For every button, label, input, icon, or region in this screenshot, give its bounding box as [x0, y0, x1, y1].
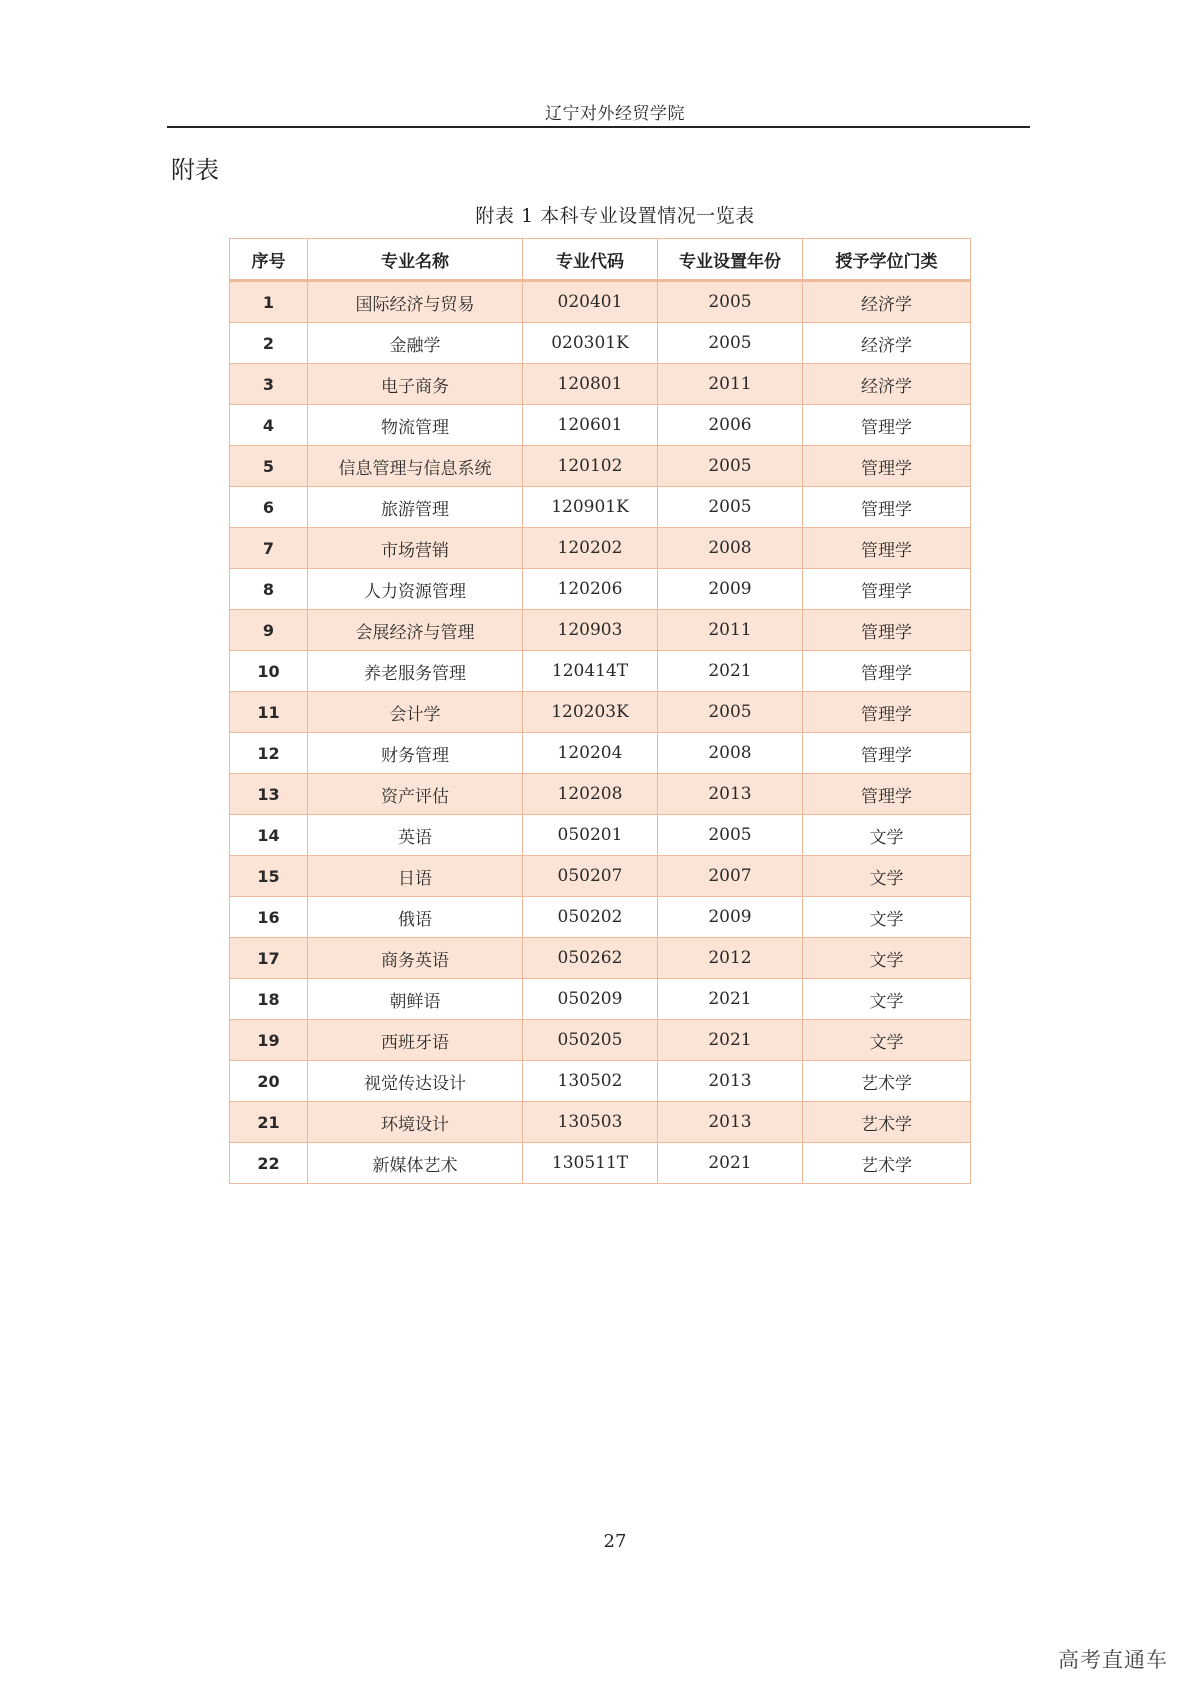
column-header-degree-category: 授予学位门类 — [803, 239, 971, 281]
cell-major-name: 西班牙语 — [308, 1020, 523, 1061]
cell-major-name: 日语 — [308, 856, 523, 897]
cell-index: 3 — [230, 364, 308, 405]
cell-degree-category: 管理学 — [803, 610, 971, 651]
cell-year-established: 2008 — [658, 733, 803, 774]
cell-year-established: 2005 — [658, 487, 803, 528]
cell-degree-category: 管理学 — [803, 569, 971, 610]
cell-major-code: 120208 — [523, 774, 658, 815]
cell-index: 14 — [230, 815, 308, 856]
cell-index: 1 — [230, 281, 308, 323]
watermark: 高考直通车 — [1058, 1648, 1168, 1672]
cell-index: 17 — [230, 938, 308, 979]
cell-year-established: 2013 — [658, 1061, 803, 1102]
cell-degree-category: 文学 — [803, 979, 971, 1020]
cell-major-name: 财务管理 — [308, 733, 523, 774]
running-header: 辽宁对外经贸学院 — [545, 104, 685, 124]
table-row — [230, 1061, 971, 1102]
cell-major-code: 120601 — [523, 405, 658, 446]
table-row — [230, 405, 971, 446]
cell-major-name: 市场营销 — [308, 528, 523, 569]
table-row — [230, 979, 971, 1020]
cell-major-code: 130502 — [523, 1061, 658, 1102]
cell-year-established: 2005 — [658, 281, 803, 323]
cell-degree-category: 艺术学 — [803, 1102, 971, 1143]
cell-degree-category: 文学 — [803, 1020, 971, 1061]
section-title: 附表 — [171, 156, 219, 184]
table-row — [230, 897, 971, 938]
cell-major-name: 养老服务管理 — [308, 651, 523, 692]
cell-degree-category: 文学 — [803, 938, 971, 979]
cell-index: 22 — [230, 1143, 308, 1184]
cell-major-name: 会展经济与管理 — [308, 610, 523, 651]
cell-major-code: 120414T — [523, 651, 658, 692]
cell-major-code: 020301K — [523, 323, 658, 364]
cell-index: 5 — [230, 446, 308, 487]
cell-degree-category: 管理学 — [803, 528, 971, 569]
cell-degree-category: 文学 — [803, 897, 971, 938]
cell-index: 9 — [230, 610, 308, 651]
table-row — [230, 815, 971, 856]
cell-year-established: 2021 — [658, 1020, 803, 1061]
cell-major-name: 信息管理与信息系统 — [308, 446, 523, 487]
cell-degree-category: 管理学 — [803, 692, 971, 733]
table-row — [230, 651, 971, 692]
cell-major-name: 英语 — [308, 815, 523, 856]
cell-degree-category: 管理学 — [803, 446, 971, 487]
cell-degree-category: 管理学 — [803, 651, 971, 692]
cell-degree-category: 文学 — [803, 815, 971, 856]
table-row — [230, 856, 971, 897]
table-row — [230, 1143, 971, 1184]
majors-table — [229, 238, 971, 1184]
cell-index: 20 — [230, 1061, 308, 1102]
page-number: 27 — [603, 1531, 627, 1552]
cell-major-code: 050205 — [523, 1020, 658, 1061]
cell-degree-category: 经济学 — [803, 364, 971, 405]
cell-major-name: 环境设计 — [308, 1102, 523, 1143]
table-row — [230, 364, 971, 405]
table-row — [230, 281, 971, 323]
cell-year-established: 2009 — [658, 569, 803, 610]
cell-major-name: 金融学 — [308, 323, 523, 364]
cell-major-code: 050201 — [523, 815, 658, 856]
column-header-major-name: 专业名称 — [308, 239, 523, 281]
cell-index: 10 — [230, 651, 308, 692]
cell-major-name: 国际经济与贸易 — [308, 281, 523, 323]
table-row — [230, 528, 971, 569]
cell-major-name: 资产评估 — [308, 774, 523, 815]
cell-degree-category: 文学 — [803, 856, 971, 897]
column-header-year-established: 专业设置年份 — [658, 239, 803, 281]
cell-degree-category: 管理学 — [803, 774, 971, 815]
cell-major-code: 120202 — [523, 528, 658, 569]
column-header-index: 序号 — [230, 239, 308, 281]
cell-major-name: 旅游管理 — [308, 487, 523, 528]
cell-index: 12 — [230, 733, 308, 774]
cell-index: 19 — [230, 1020, 308, 1061]
cell-degree-category: 经济学 — [803, 281, 971, 323]
cell-major-code: 130503 — [523, 1102, 658, 1143]
cell-year-established: 2005 — [658, 692, 803, 733]
cell-degree-category: 艺术学 — [803, 1143, 971, 1184]
cell-major-code: 120206 — [523, 569, 658, 610]
cell-index: 8 — [230, 569, 308, 610]
cell-major-code: 050262 — [523, 938, 658, 979]
cell-major-name: 朝鲜语 — [308, 979, 523, 1020]
cell-major-code: 120903 — [523, 610, 658, 651]
cell-year-established: 2009 — [658, 897, 803, 938]
cell-degree-category: 经济学 — [803, 323, 971, 364]
cell-major-name: 视觉传达设计 — [308, 1061, 523, 1102]
cell-year-established: 2005 — [658, 323, 803, 364]
cell-year-established: 2012 — [658, 938, 803, 979]
cell-degree-category: 管理学 — [803, 733, 971, 774]
cell-major-name: 物流管理 — [308, 405, 523, 446]
cell-index: 6 — [230, 487, 308, 528]
table-row — [230, 692, 971, 733]
table-row — [230, 938, 971, 979]
cell-index: 21 — [230, 1102, 308, 1143]
cell-major-name: 商务英语 — [308, 938, 523, 979]
cell-major-code: 130511T — [523, 1143, 658, 1184]
table-row — [230, 733, 971, 774]
cell-degree-category: 管理学 — [803, 487, 971, 528]
cell-index: 18 — [230, 979, 308, 1020]
table-row — [230, 1020, 971, 1061]
cell-year-established: 2021 — [658, 979, 803, 1020]
cell-index: 16 — [230, 897, 308, 938]
cell-year-established: 2005 — [658, 815, 803, 856]
cell-year-established: 2008 — [658, 528, 803, 569]
cell-year-established: 2007 — [658, 856, 803, 897]
cell-degree-category: 管理学 — [803, 405, 971, 446]
cell-index: 2 — [230, 323, 308, 364]
cell-major-code: 050207 — [523, 856, 658, 897]
table-row — [230, 446, 971, 487]
cell-major-code: 120203K — [523, 692, 658, 733]
table-row — [230, 487, 971, 528]
cell-major-code: 120102 — [523, 446, 658, 487]
cell-year-established: 2011 — [658, 364, 803, 405]
cell-index: 4 — [230, 405, 308, 446]
cell-degree-category: 艺术学 — [803, 1061, 971, 1102]
table-caption: 附表 1 本科专业设置情况一览表 — [475, 205, 755, 227]
cell-major-name: 新媒体艺术 — [308, 1143, 523, 1184]
cell-major-code: 050202 — [523, 897, 658, 938]
cell-year-established: 2013 — [658, 774, 803, 815]
table-row — [230, 1102, 971, 1143]
table-row — [230, 323, 971, 364]
cell-year-established: 2013 — [658, 1102, 803, 1143]
cell-major-name: 电子商务 — [308, 364, 523, 405]
column-header-major-code: 专业代码 — [523, 239, 658, 281]
cell-year-established: 2006 — [658, 405, 803, 446]
cell-major-code: 120901K — [523, 487, 658, 528]
cell-index: 15 — [230, 856, 308, 897]
cell-year-established: 2011 — [658, 610, 803, 651]
cell-major-name: 会计学 — [308, 692, 523, 733]
header-rule — [167, 126, 1030, 128]
cell-major-code: 120801 — [523, 364, 658, 405]
cell-year-established: 2021 — [658, 651, 803, 692]
cell-index: 13 — [230, 774, 308, 815]
cell-year-established: 2005 — [658, 446, 803, 487]
cell-major-code: 020401 — [523, 281, 658, 323]
cell-index: 11 — [230, 692, 308, 733]
cell-major-code: 050209 — [523, 979, 658, 1020]
cell-index: 7 — [230, 528, 308, 569]
cell-major-name: 人力资源管理 — [308, 569, 523, 610]
table-body — [230, 281, 971, 1184]
table-row — [230, 610, 971, 651]
cell-major-code: 120204 — [523, 733, 658, 774]
table-row — [230, 569, 971, 610]
cell-major-name: 俄语 — [308, 897, 523, 938]
table-row — [230, 774, 971, 815]
table-header-row — [230, 239, 971, 281]
cell-year-established: 2021 — [658, 1143, 803, 1184]
